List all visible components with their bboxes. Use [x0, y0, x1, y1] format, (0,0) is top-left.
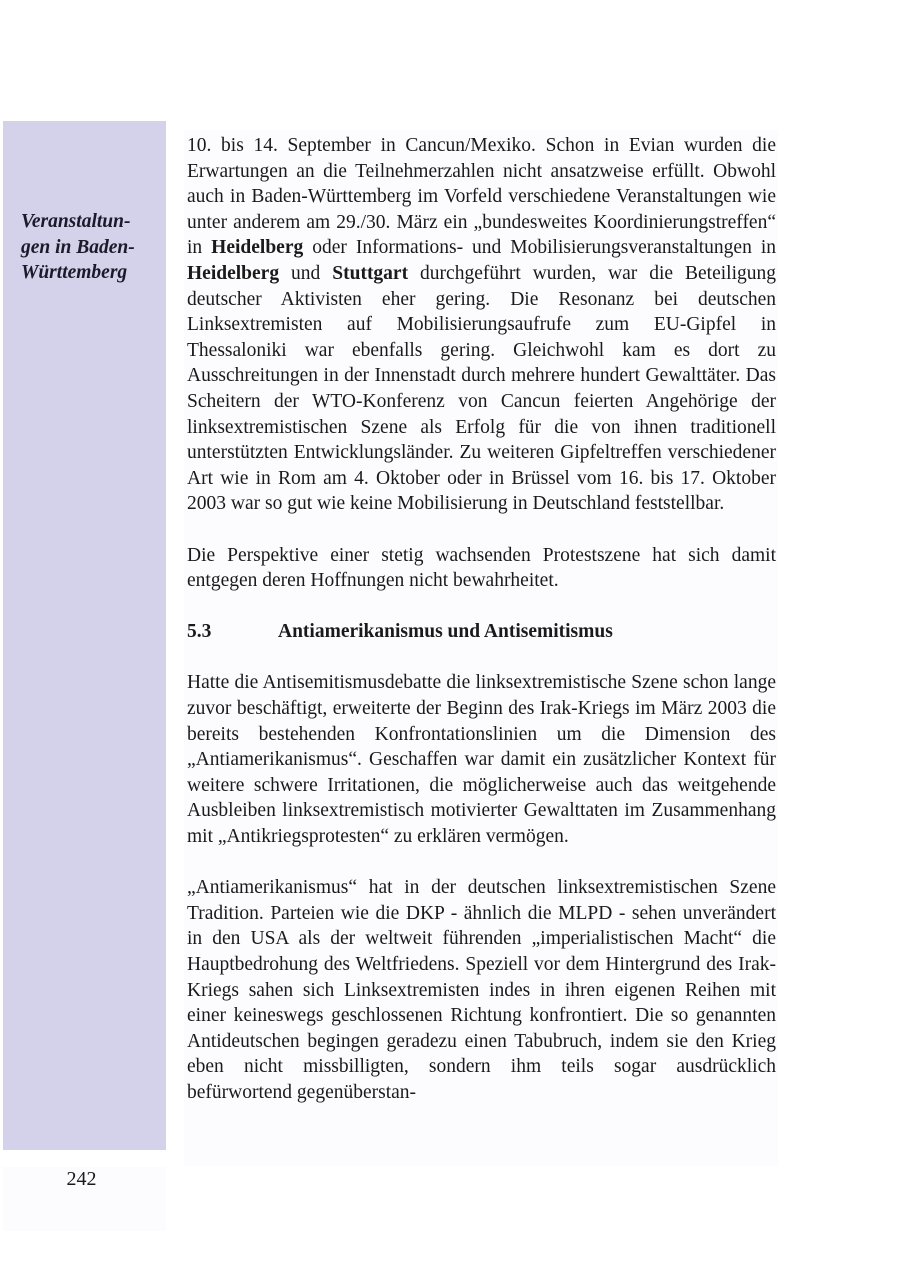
page-number: 242 — [66, 1168, 97, 1190]
text-segment: 10. bis 14. September in Cancun/Mexiko. Schon in Evian wurden die Erwartungen an die Teilnehmerzahlen nicht ansatzweise erfüllt. Obwohl auch in Baden-Württemberg im Vorfeld verschiedene Veranstaltungen wie unter anderem am 29./30. März ein „bundesweites Koordinierungstreffen“ in — [187, 135, 776, 259]
paragraph-2: Die Perspektive einer stetig wachsenden Protestszene hat sich damit entgegen deren Hoffnungen nicht bewahrheitet. — [187, 544, 776, 592]
margin-note-line: Veranstaltun- — [21, 211, 131, 232]
paragraph-3: Hatte die Antisemitismusdebatte die linksextremistische Szene schon lange zuvor beschäftigt, erweiterte der Beginn des Irak-Kriegs im März 2003 die bereits bestehenden Konfrontationslinien um die Dimension des „Antiamerikanismus“. Geschaffen war damit ein zusätzlicher Kontext für weitere schwere Irritationen, die möglicherweise auch das weitgehende Ausbleiben linksextremistisch motivierter Gewalttaten im Zusammenhang mit „Antikriegsprotesten“ zu erklären vermögen. — [187, 672, 776, 848]
bold-place-heidelberg: Heidelberg — [187, 262, 280, 284]
section-number: 5.3 — [187, 621, 212, 643]
margin-note-line: gen in Baden- — [21, 236, 135, 258]
main-text-column — [184, 130, 778, 1166]
section-heading — [187, 619, 776, 645]
margin-note — [21, 209, 161, 286]
text-segment: und — [279, 262, 333, 284]
paragraph-4: „Antiamerikanismus“ hat in der deutschen linksextremistischen Szene Tradition. Parteien wie die DKP - ähnlich die MLPD - sehen unverändert in den USA als der weltweit führenden „imperialistischen Macht“ die Hauptbedrohung des Weltfriedens. Speziell vor dem Hintergrund des Irak-Kriegs sahen sich Linksextremisten indes in ihren eigenen Reihen mit einer keineswegs geschlossenen Richtung konfrontiert. Die so genannten Antideutschen begingen geradezu einen Tabubruch, indem sie den Krieg eben nicht missbilligten, sondern ihm teils sogar ausdrücklich befürwortend gegenüberstan- — [187, 877, 776, 1103]
section-title: Antiamerikanismus und Antisemitismus — [278, 621, 613, 643]
text-segment: oder Informations- und Mobilisierungsveranstaltungen in — [303, 237, 776, 259]
text-segment: durchgeführt wurden, war die Beteiligung deutscher Aktivisten eher gering. Die Resonanz bei deutschen Linksextremisten auf Mobilisierungsaufrufe zum EU-Gipfel in Thessaloniki war ebenfalls gering. Gleichwohl kam es dort zu Ausschreitungen in der Innenstadt durch mehrere hundert Gewalttäter. Das Scheitern der WTO-Konferenz von Cancun feierten Angehörige der linksextremistischen Szene als Erfolg für die von ihnen traditionell unterstützten Entwicklungsländer. Zu weiteren Gipfeltreffen verschiedener Art wie in Rom am 4. Oktober oder in Brüssel vom 16. bis 17. Oktober 2003 war so gut wie keine Mobilisierung in Deutschland feststellbar. — [187, 262, 777, 515]
bold-place-stuttgart: Stuttgart — [332, 262, 409, 284]
paragraph-1 — [187, 133, 776, 517]
bold-place-heidelberg: Heidelberg — [211, 237, 304, 259]
margin-note-line: Württemberg — [21, 262, 128, 283]
